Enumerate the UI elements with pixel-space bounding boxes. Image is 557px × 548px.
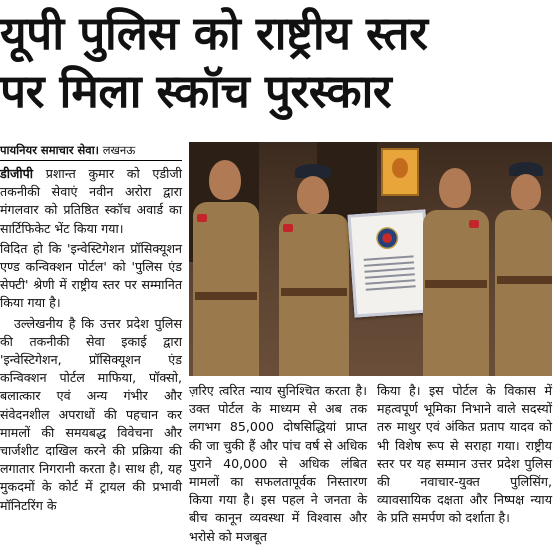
paragraph: ज़रिए त्वरित न्याय सुनिश्चित करता है। उक्त पोर्टल के माध्यम से अब तक लगभग 85,000 दोषसिद्धियां प्राप्त की जा चुकी हैं और पांच वर्ष से अधिक पुराने 40,000 से अधिक लंबित मामलों का सफलतापूर्वक निस्तारण किया गया है। इस पहल ने जनता के बीच कानून व्यवस्था में विश्वास और भरोसे को मजबूत xyxy=(189,383,367,544)
headline-line-1: यूपी पुलिस को राष्ट्रीय स्तर xyxy=(0,6,428,60)
officer-figure xyxy=(275,164,353,376)
byline-source: पायनियर समाचार सेवा। xyxy=(0,143,100,157)
certificate-seal-icon xyxy=(375,226,398,249)
headline-line-2: पर मिला स्कॉच पुरस्कार xyxy=(0,64,392,118)
portrait-frame xyxy=(381,148,419,196)
article-column-1 xyxy=(0,142,182,517)
lead-word: डीजीपी xyxy=(0,166,34,181)
news-photo xyxy=(189,142,552,376)
paragraph: किया है। इस पोर्टल के विकास में महत्वपूर्ण भूमिका निभाने वाले सदस्यों तरु माथुर एवं अंकित प्रताप यादव को भी विशेष रूप से सराहा गया। राष्ट्रीय स्तर पर यह सम्मान उत्तर प्रदेश पुलिस की नवाचार-युक्त पुलिसिंग, व्यावसायिक दक्षता और निष्पक्ष न्याय के प्रति समर्पण को दर्शाता है। xyxy=(377,383,552,526)
paragraph: उल्लेखनीय है कि उत्तर प्रदेश पुलिस की तकनीकी सेवा इकाई द्वारा 'इन्वेस्टिगेशन, प्रॉसिक्यूशन एंड कन्विक्शन पोर्टल माफिया, पॉक्सो, बलात्कार एवं अन्य गंभीर और संवेदनशील अपराधों की पहचान कर मामलों की समयबद्ध विवेचना और चार्जशीट दाखिल करने की प्रक्रिया की लगातार निगरानी करता है। साथ ही, यह मुकदमों के कोर्ट में ट्रायल की प्रभावी मॉनिटरिंग के xyxy=(0,315,182,513)
paragraph: विदित हो कि 'इन्वेस्टिगेशन प्रॉसिक्यूशन एण्ड कन्विक्शन पोर्टल' को 'पुलिस एंड सेफ्टी' श्रेणी में राष्ट्रीय स्तर पर सम्मानित किया गया है। xyxy=(0,240,182,311)
paragraph-text: प्रशान्त कुमार को एडीजी तकनीकी सेवाएं नवीन अरोरा द्वारा मंगलवार को प्रतिष्ठित स्कॉच अवार्ड का सार्टिफिकेट भेंट किया गया। xyxy=(0,166,182,236)
byline-divider xyxy=(0,160,182,161)
article-column-3 xyxy=(377,382,552,530)
officer-figure xyxy=(421,160,491,376)
paragraph xyxy=(0,165,182,238)
article-column-2 xyxy=(189,382,367,548)
byline-location: लखनऊ xyxy=(99,143,136,157)
officer-figure xyxy=(191,150,261,376)
officer-figure xyxy=(489,162,552,376)
byline xyxy=(0,142,182,158)
award-certificate xyxy=(348,209,433,317)
